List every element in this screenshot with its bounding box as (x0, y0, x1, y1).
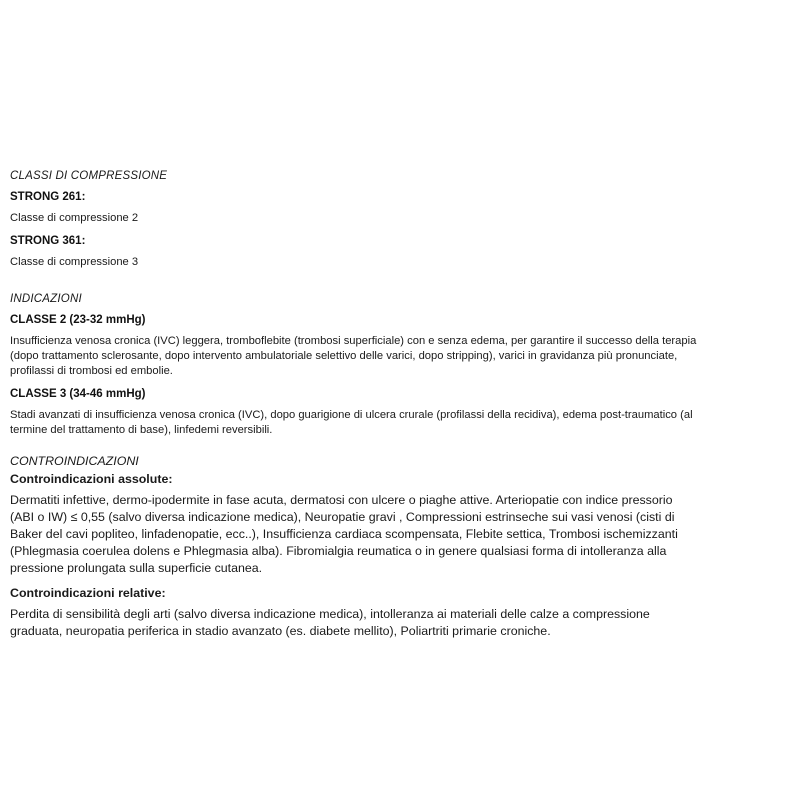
item-text: Classe di compressione 2 (10, 212, 139, 224)
item-text: Insufficienza venosa cronica (IVC) leggera, tromboflebite (trombosi superficiale) con e senza edema, per garantire il successo della terapia (dopo trattamento sclerosante, dopo intervento ambulatoriale selettivo delle varici, dopo stripping), varici in gravidanza più pronunciate, profilassi di trombosi ed embolie. (10, 334, 697, 377)
item-text: Stadi avanzati di insufficienza venosa cronica (IVC), dopo guarigione di ulcera crurale (profilassi della recidiva), edema post-traumatico (al termine del trattamento di base), linfedemi reversibili. (10, 409, 693, 437)
item-label: CLASSE 2 (23-32 mmHg) (10, 313, 146, 326)
item-label: CLASSE 3 (34-46 mmHg) (10, 388, 146, 401)
item-label: STRONG 361: (10, 234, 86, 247)
section-spacer (10, 279, 700, 293)
section-controindicazioni (10, 454, 700, 640)
section-title: INDICAZIONI (10, 292, 82, 305)
item-label: Controindicazioni relative: (10, 586, 166, 601)
item-text: Dermatiti infettive, dermo-ipodermite in fase acuta, dermatosi con ulcere o piaghe attive. Arteriopatie con indice pressorio (ABI o IW) ≤ 0,55 (salvo diversa indicazione medica), Neuropatie gravi , Compressioni estrinseche sui vasi venosi (cisti di Baker del cavi popliteo, linfadenopatie, ecc..), Insufficienza cardiaca scompensata, Flebite settica, Trombosi ischemizzanti (Phlegmasia coerulea dolens e Phlegmasia alba). Fibromialgia reumatica o in genere qualsiasi forma di intolleranza alla pressione prolungata sulla superficie cutanea. (10, 493, 678, 576)
item-label: Controindicazioni assolute: (10, 472, 173, 487)
section-indicazioni (10, 293, 700, 438)
section-title: CLASSI DI COMPRESSIONE (10, 170, 168, 182)
item-text: Classe di compressione 3 (10, 255, 139, 268)
document-body (10, 170, 700, 640)
item-label: STRONG 261: (10, 191, 86, 203)
section-classi-di-compressione (10, 170, 700, 270)
section-title: CONTROINDICAZIONI (10, 454, 139, 469)
item-text: Perdita di sensibilità degli arti (salvo diversa indicazione medica), intolleranza ai materiali delle calze a compressione graduata, neuropatia periferica in stadio avanzato (es. diabete mellito), Poliartriti primarie croniche. (10, 607, 650, 639)
